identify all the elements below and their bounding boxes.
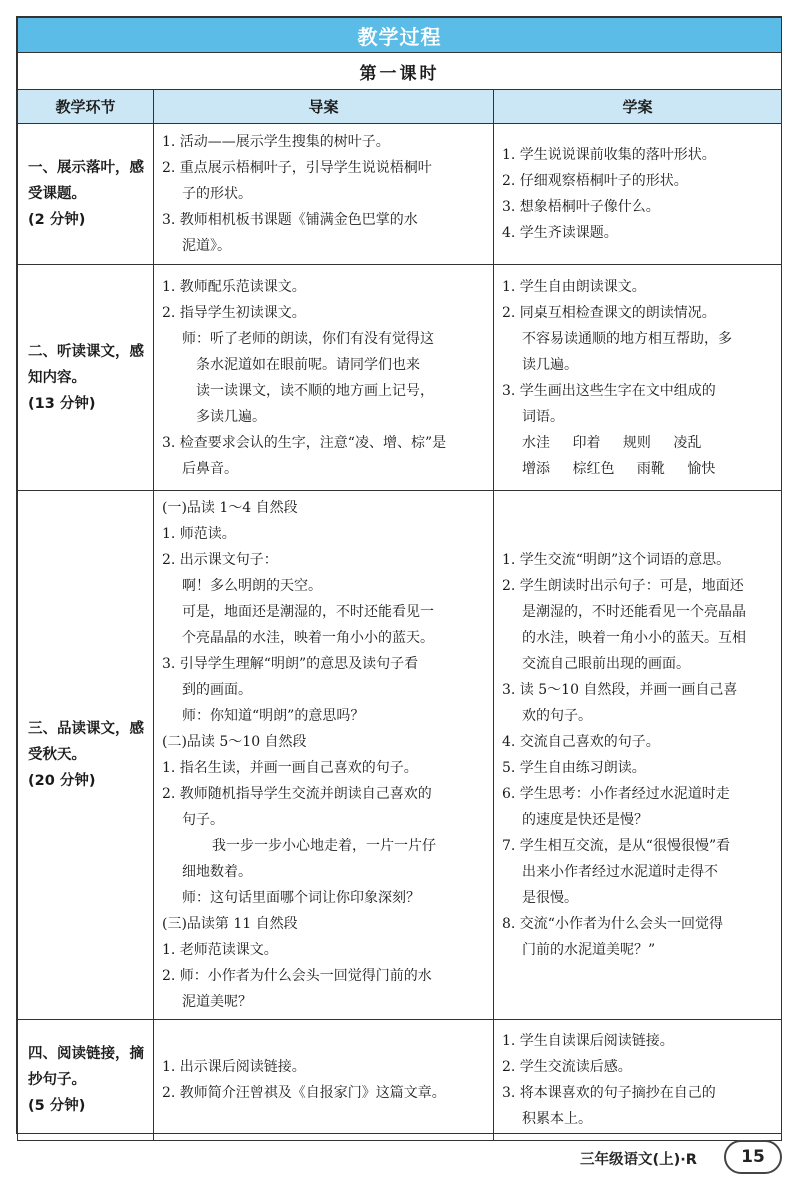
guide-line: 1. 师范读。: [162, 526, 236, 542]
guide-line: 读一读课文，读不顺的地方画上记号，: [196, 382, 434, 399]
study-line: 4. 学生齐读课题。: [502, 225, 618, 241]
guide-line: 3. 引导学生理解“明朗”的意思及读句子看: [162, 656, 419, 672]
study-line: 欢的句子。: [522, 708, 592, 724]
study-line: 2. 仔细观察梧桐叶子的形状。: [502, 173, 688, 189]
study-line: 1. 学生自读课后阅读链接。: [502, 1033, 674, 1049]
guide-line: 2. 出示课文句子：: [162, 552, 278, 568]
study-line: 的速度是快还是慢？: [522, 812, 648, 828]
guide-line: (三)品读第 11 自然段: [162, 916, 298, 932]
study-line: 1. 学生交流“明朗”这个词语的意思。: [502, 552, 731, 568]
guide-line: 细地数着。: [182, 864, 252, 880]
study-line: 是很慢。: [522, 890, 578, 906]
study-cell: [494, 265, 782, 491]
vocab-word: 水洼: [522, 434, 550, 451]
study-line: 3. 想象梧桐叶子像什么。: [502, 199, 660, 215]
guide-line: 3. 检查要求会认的生字，注意“凌、增、棕”是: [162, 434, 447, 451]
stage-cell: [18, 124, 154, 265]
word-list: [502, 456, 773, 482]
col-header-guide: 导案: [154, 90, 494, 124]
table-title-bar: [18, 18, 782, 53]
page-number: 15: [724, 1140, 782, 1174]
stage-name: 抄句子。: [28, 1072, 86, 1088]
guide-cell: [154, 124, 494, 265]
guide-line: 2. 师：小作者为什么会头一回觉得门前的水: [162, 968, 432, 984]
guide-line: (二)品读 5～10 自然段: [162, 734, 307, 750]
lesson-table: [17, 17, 782, 1141]
table-row: [18, 491, 782, 1020]
study-line: 2. 同桌互相检查课文的朗读情况。: [502, 304, 716, 321]
guide-cell: [154, 491, 494, 1020]
vocab-word: 凌乱: [673, 434, 702, 451]
study-line: 2. 学生朗读时出示句子：可是，地面还: [502, 578, 744, 594]
stage-name: 三、品读课文，感: [28, 721, 144, 737]
study-line: 门前的水泥道美呢？”: [522, 942, 656, 958]
study-line: 交流自己眼前出现的画面。: [522, 656, 690, 672]
study-cell: [494, 1020, 782, 1141]
study-line: 3. 学生画出这些生字在文中组成的: [502, 382, 716, 399]
guide-cell: [154, 1020, 494, 1141]
lesson-subtitle-cell: [18, 53, 782, 90]
study-line: 读几遍。: [522, 356, 578, 373]
study-line: 1. 学生说说课前收集的落叶形状。: [502, 147, 716, 163]
study-cell: [494, 124, 782, 265]
guide-line: 泥道美呢？: [182, 994, 252, 1010]
guide-line: 2. 重点展示梧桐叶子，引导学生说说梧桐叶: [162, 160, 432, 176]
stage-name: 受课题。: [28, 186, 86, 202]
vocab-word: 印着: [572, 434, 601, 451]
guide-line: 2. 教师随机指导学生交流并朗读自己喜欢的: [162, 786, 432, 802]
table-row: [18, 1020, 782, 1141]
table-row: [18, 124, 782, 265]
vocab-word: 雨靴: [636, 460, 665, 477]
guide-line: 我一步一步小心地走着，一片一片仔: [212, 838, 436, 854]
study-line: 1. 学生自由朗读课文。: [502, 278, 646, 295]
book-label: 三年级语文(上)·R: [580, 1152, 697, 1168]
stage-name: 四、阅读链接，摘: [28, 1046, 144, 1062]
guide-line: 师：这句话里面哪个词让你印象深刻？: [182, 890, 420, 906]
study-line: 2. 学生交流读后感。: [502, 1059, 632, 1075]
guide-line: 个亮晶晶的水洼，映着一角小小的蓝天。: [182, 630, 434, 646]
guide-line: 1. 活动——展示学生搜集的树叶子。: [162, 134, 390, 150]
guide-line: 1. 出示课后阅读链接。: [162, 1059, 306, 1075]
stage-cell: [18, 491, 154, 1020]
study-line: 的水洼，映着一角小小的蓝天。互相: [522, 630, 746, 646]
col-header-study: 学案: [494, 90, 782, 124]
study-line: 3. 读 5～10 自然段，并画一画自己喜: [502, 682, 738, 698]
table-row: [18, 265, 782, 491]
guide-cell: [154, 265, 494, 491]
study-line: 出来小作者经过水泥道时走得不: [522, 864, 718, 880]
vocab-word: 愉快: [687, 460, 716, 477]
guide-line: 1. 教师配乐范读课文。: [162, 278, 306, 295]
guide-line: 啊！多么明朗的天空。: [182, 578, 322, 594]
guide-line: 泥道》。: [182, 238, 231, 254]
study-line: 6. 学生思考：小作者经过水泥道时走: [502, 786, 730, 802]
stage-time: (2 分钟): [28, 212, 86, 228]
stage-time: (20 分钟): [28, 773, 96, 789]
stage-name: 知内容。: [28, 369, 86, 386]
guide-line: 条水泥道如在眼前呢。请同学们也来: [196, 356, 420, 373]
study-line: 不容易读通顺的地方相互帮助，多: [522, 330, 732, 347]
vocab-word: 棕红色: [572, 460, 615, 477]
stage-time: (13 分钟): [28, 395, 96, 412]
table-title: 教学过程: [357, 24, 442, 49]
stage-cell: [18, 1020, 154, 1141]
stage-time: (5 分钟): [28, 1098, 86, 1114]
lesson-plan-frame: [16, 16, 782, 1134]
stage-name: 二、听读课文，感: [28, 343, 144, 360]
study-line: 4. 交流自己喜欢的句子。: [502, 734, 660, 750]
study-line: 7. 学生相互交流，是从“很慢很慢”看: [502, 838, 731, 854]
guide-line: (一)品读 1～4 自然段: [162, 500, 298, 516]
vocab-word: 增添: [522, 460, 550, 477]
study-line: 是潮湿的，不时还能看见一个亮晶晶: [522, 604, 746, 620]
study-cell: [494, 491, 782, 1020]
guide-line: 1. 指名生读，并画一画自己喜欢的句子。: [162, 760, 418, 776]
guide-line: 2. 教师简介汪曾祺及《自报家门》这篇文章。: [162, 1085, 446, 1101]
stage-name: 一、展示落叶，感: [28, 160, 144, 176]
study-line: 5. 学生自由练习朗读。: [502, 760, 646, 776]
word-list: [502, 430, 773, 456]
guide-line: 可是，地面还是潮湿的，不时还能看见一: [182, 604, 434, 620]
guide-line: 3. 教师相机板书课题《铺满金色巴掌的水: [162, 212, 418, 228]
study-line: 积累本上。: [522, 1111, 592, 1127]
guide-line: 句子。: [182, 812, 224, 828]
study-line: 8. 交流“小作者为什么会头一回觉得: [502, 916, 723, 932]
stage-cell: [18, 265, 154, 491]
guide-line: 子的形状。: [182, 186, 252, 202]
guide-line: 1. 老师范读课文。: [162, 942, 278, 958]
col-header-stage: 教学环节: [18, 90, 154, 124]
guide-line: 后鼻音。: [182, 460, 238, 477]
vocab-word: 规则: [622, 434, 651, 451]
guide-line: 多读几遍。: [196, 408, 266, 425]
guide-line: 师：听了老师的朗读，你们有没有觉得这: [182, 330, 434, 347]
lesson-subtitle: 第一课时: [359, 63, 440, 84]
stage-name: 受秋天。: [28, 747, 86, 763]
study-line: 3. 将本课喜欢的句子摘抄在自己的: [502, 1085, 716, 1101]
guide-line: 师：你知道“明朗”的意思吗？: [182, 708, 365, 724]
study-line: 词语。: [522, 408, 564, 425]
guide-line: 2. 指导学生初读课文。: [162, 304, 306, 321]
guide-line: 到的画面。: [182, 682, 252, 698]
